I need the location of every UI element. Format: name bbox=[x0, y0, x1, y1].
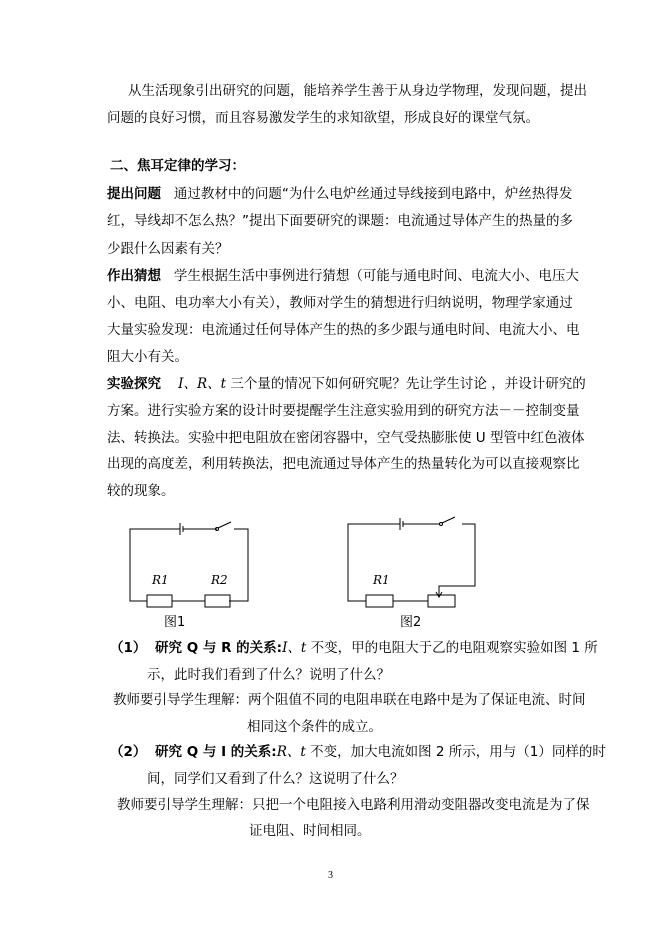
paragraph-line: 小、电阻、电功率大小有关），教师对学生的猜想进行归纳说明，物理学家通过 bbox=[107, 295, 573, 311]
circuit-figure-1 bbox=[130, 522, 248, 607]
item-2 bbox=[110, 742, 606, 762]
paragraph-line: 少跟什么因素有关？ bbox=[107, 241, 229, 257]
page-number: 3 bbox=[328, 870, 333, 881]
label-r2: R2 bbox=[211, 573, 228, 587]
item-1 bbox=[110, 638, 598, 658]
wire bbox=[130, 529, 248, 601]
label-propose: 提出问题 bbox=[107, 186, 161, 202]
resistor-r2 bbox=[205, 595, 230, 607]
guide-line: 证电阻、时间相同。 bbox=[249, 823, 371, 839]
paragraph-line: 方案。进行实验方案的设计时要提醒学生注意实验用到的研究方法－－控制变量 bbox=[107, 403, 580, 419]
paragraph-line: 大量实验发现：电流通过任何导体产生的热的多少跟与通电时间、电流大小、电 bbox=[107, 322, 580, 338]
item-number: （2） bbox=[110, 744, 147, 760]
text: 通过教材中的问题“为什么电炉丝通过导线接到电路中，炉丝热得发 bbox=[173, 186, 573, 202]
paragraph-line: 红，导线却不怎么热？”提出下面要研究的课题：电流通过导体产生的热量的多 bbox=[107, 213, 573, 229]
text: 不变，加大电流如图 2 所示，用与（1）同样的时 bbox=[310, 744, 606, 760]
guide-line: 相同这个条件的成立。 bbox=[247, 719, 382, 735]
label-hypothesis: 作出猜想 bbox=[107, 268, 161, 284]
item-title: 研究 Q 与 R 的关系: bbox=[155, 640, 283, 656]
guide-line: 教师要引导学生理解：只把一个电阻接入电路利用滑动变阻器改变电流是为了保 bbox=[117, 797, 590, 813]
paragraph-line: 间，同学们又看到了什么？这说明了什么？ bbox=[147, 771, 404, 787]
guide-line: 教师要引导学生理解：两个阻值不同的电阻串联在电路中是为了保证电流、时间 bbox=[113, 692, 586, 708]
label-r1: R1 bbox=[373, 573, 390, 587]
paragraph-line: 出现的高度差，利用转换法，把电流通过导体产生的热量转化为可以直接观察比 bbox=[107, 456, 580, 472]
variables: R、t bbox=[276, 744, 306, 760]
paragraph-line: 阻大小有关。 bbox=[107, 349, 188, 365]
text: 不变，甲的电阻大于乙的电阻观察实验如图 1 所 bbox=[310, 640, 598, 656]
paragraph-line: 法、转换法。实验中把电阻放在密闭容器中，空气受热膨胀使 U 型管中红色液体 bbox=[107, 430, 585, 446]
circuit-figure-2 bbox=[348, 517, 475, 607]
item-number: （1） bbox=[110, 640, 147, 656]
figure-caption: 图1 bbox=[164, 615, 186, 630]
paragraph-line: 从生活现象引出研究的问题，能培养学生善于从身边学物理，发现问题，提出 bbox=[128, 83, 587, 99]
figure-caption: 图2 bbox=[400, 615, 422, 630]
text: 三个量的情况下如何研究呢？先让学生讨论 ，并设计研究的 bbox=[230, 376, 586, 392]
rheostat bbox=[428, 595, 455, 607]
text: 学生根据生活中事例进行猜想（可能与通电时间、电流大小、电压大 bbox=[173, 268, 579, 284]
paragraph-line: 示，此时我们看到了什么？说明了什么？ bbox=[147, 667, 390, 683]
paragraph-line: 较的现象。 bbox=[107, 483, 175, 499]
label-r1: R1 bbox=[152, 573, 169, 587]
resistor-r1 bbox=[147, 595, 172, 607]
paragraph-line: 问题的良好习惯，而且容易激发学生的求知欲望，形成良好的课堂气氛。 bbox=[107, 110, 539, 126]
label-experiment: 实验探究 bbox=[107, 376, 161, 392]
resistor-r1 bbox=[366, 595, 393, 607]
variables: I、R、t bbox=[178, 376, 227, 392]
wire bbox=[348, 524, 475, 601]
variables: I、t bbox=[282, 640, 307, 656]
section-heading: 二、焦耳定律的学习： bbox=[110, 158, 245, 174]
item-title: 研究 Q 与 I 的关系: bbox=[155, 744, 277, 760]
